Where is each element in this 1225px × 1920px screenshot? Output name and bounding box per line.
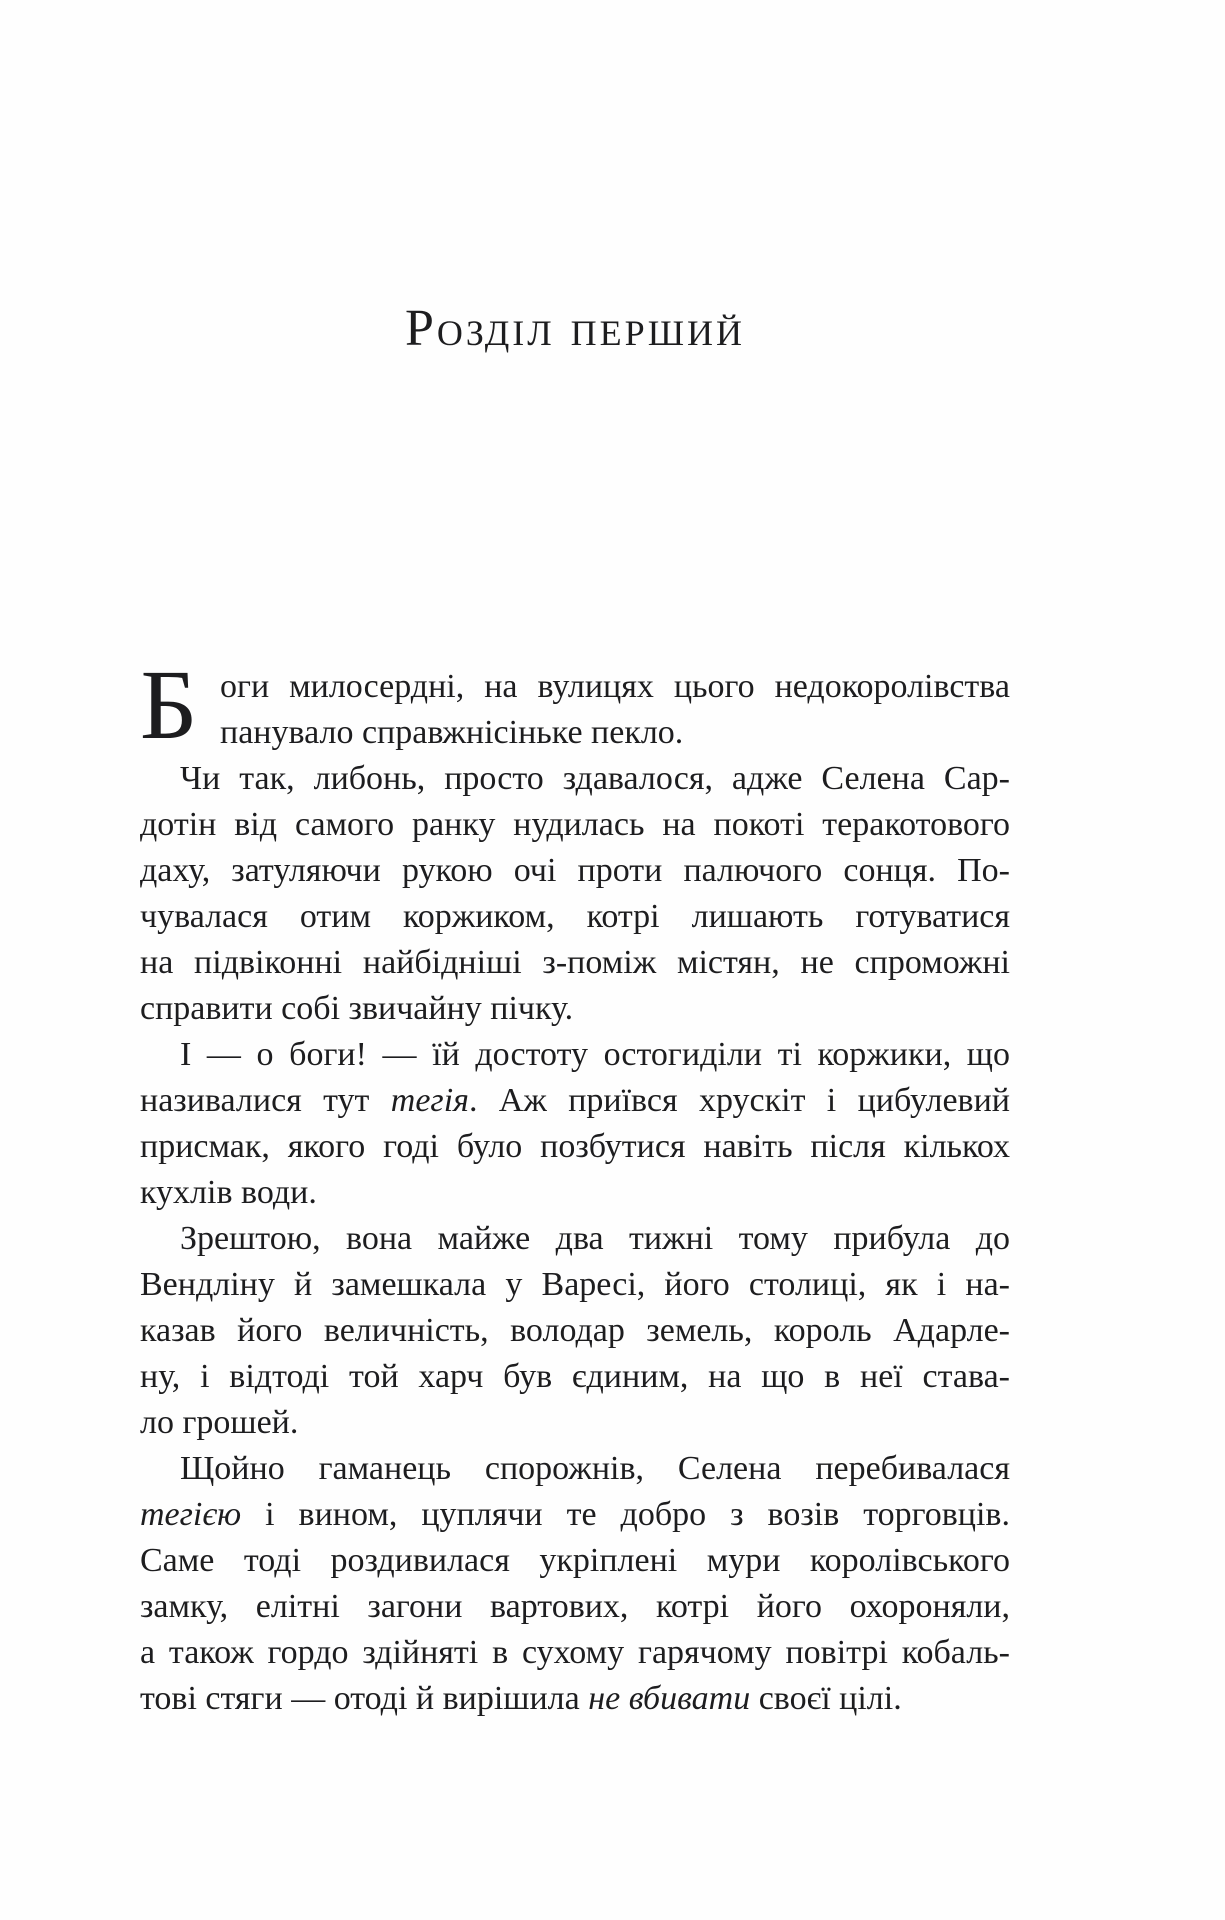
- paragraph: [140, 1446, 1010, 1722]
- text-segment: на підвіконні найбідніші з-поміж містян, не спроможні: [140, 944, 1010, 981]
- text-segment: справити собі звичайну пічку.: [140, 990, 574, 1027]
- text-segment: називалися тут: [140, 1082, 391, 1119]
- text-segment: панувало справжнісіньке пекло.: [220, 714, 684, 751]
- text-segment: Зрештою, вона майже два тижні тому прибула до: [180, 1220, 1010, 1257]
- italic-term: тегією: [140, 1496, 242, 1533]
- text-line: [140, 1492, 1010, 1538]
- text-line: [140, 1538, 1010, 1584]
- text-segment: ну, і відтоді той харч був єдиним, на що в неї става-: [140, 1358, 1010, 1395]
- text-line: [140, 940, 1010, 986]
- paragraph: [140, 649, 1010, 760]
- text-segment: І — о боги! — їй достоту остогиділи ті коржики, що: [180, 1036, 1010, 1073]
- text-line: [140, 1676, 1010, 1722]
- text-line: [140, 1584, 1010, 1630]
- text-line: [140, 756, 1010, 802]
- text-segment: Саме тоді роздивилася укріплені мури королівського: [140, 1542, 1010, 1579]
- text-line: [140, 1262, 1010, 1308]
- paragraph: [140, 1216, 1010, 1446]
- text-segment: Вендліну й замешкала у Варесі, його столиці, як і на-: [140, 1266, 1010, 1303]
- body-text: [140, 649, 1010, 1722]
- text-line: [140, 802, 1010, 848]
- text-segment: а також гордо здійняті в сухому гарячому повітрі кобаль-: [140, 1634, 1010, 1671]
- text-segment: тові стяги — отоді й вирішила: [140, 1680, 589, 1717]
- text-segment: Щойно гаманець спорожнів, Селена перебивалася: [180, 1450, 1010, 1487]
- text-line: [140, 1308, 1010, 1354]
- text-segment: Чи так, либонь, просто здавалося, адже Селена Сар-: [180, 760, 1010, 797]
- italic-term: тегія: [390, 1082, 469, 1119]
- text-segment: . Аж приївся хрускіт і цибулевий: [468, 1082, 1010, 1119]
- text-segment: присмак, якого годі було позбутися навіть після кількох: [140, 1128, 1010, 1165]
- drop-cap: Б: [140, 649, 198, 760]
- text-line: [140, 1354, 1010, 1400]
- text-line: [140, 1032, 1010, 1078]
- text-line: [140, 1078, 1010, 1124]
- text-segment: замку, елітні загони вартових, котрі його охороняли,: [140, 1588, 1010, 1625]
- text-line: [140, 848, 1010, 894]
- text-line: [140, 1124, 1010, 1170]
- paragraph: [140, 756, 1010, 1032]
- text-line: [140, 1400, 1010, 1446]
- text-line: [140, 1170, 1010, 1216]
- text-line: [140, 710, 1010, 756]
- text-segment: даху, затуляючи рукою очі проти палючого сонця. По-: [140, 852, 1010, 889]
- text-segment: своєї цілі.: [750, 1680, 902, 1717]
- text-segment: кухлів води.: [140, 1174, 317, 1211]
- text-segment: казав його величність, володар земель, король Адарле-: [140, 1312, 1010, 1349]
- italic-term: не вбивати: [588, 1680, 751, 1717]
- chapter-heading: Розділ перший: [404, 300, 746, 357]
- text-line: [140, 986, 1010, 1032]
- text-line: [140, 664, 1010, 710]
- text-line: [140, 894, 1010, 940]
- text-line: [140, 1446, 1010, 1492]
- text-segment: оги милосердні, на вулицях цього недокоролівства: [220, 668, 1010, 705]
- text-line: [140, 1216, 1010, 1262]
- text-segment: і вином, цуплячи те добро з возів торговців.: [241, 1496, 1010, 1533]
- text-segment: ло грошей.: [140, 1404, 299, 1441]
- paragraph: [140, 1032, 1010, 1216]
- text-segment: дотін від самого ранку нудилась на покоті теракотового: [140, 806, 1010, 843]
- text-line: [140, 1630, 1010, 1676]
- text-segment: чувалася отим коржиком, котрі лишають готуватися: [140, 898, 1010, 935]
